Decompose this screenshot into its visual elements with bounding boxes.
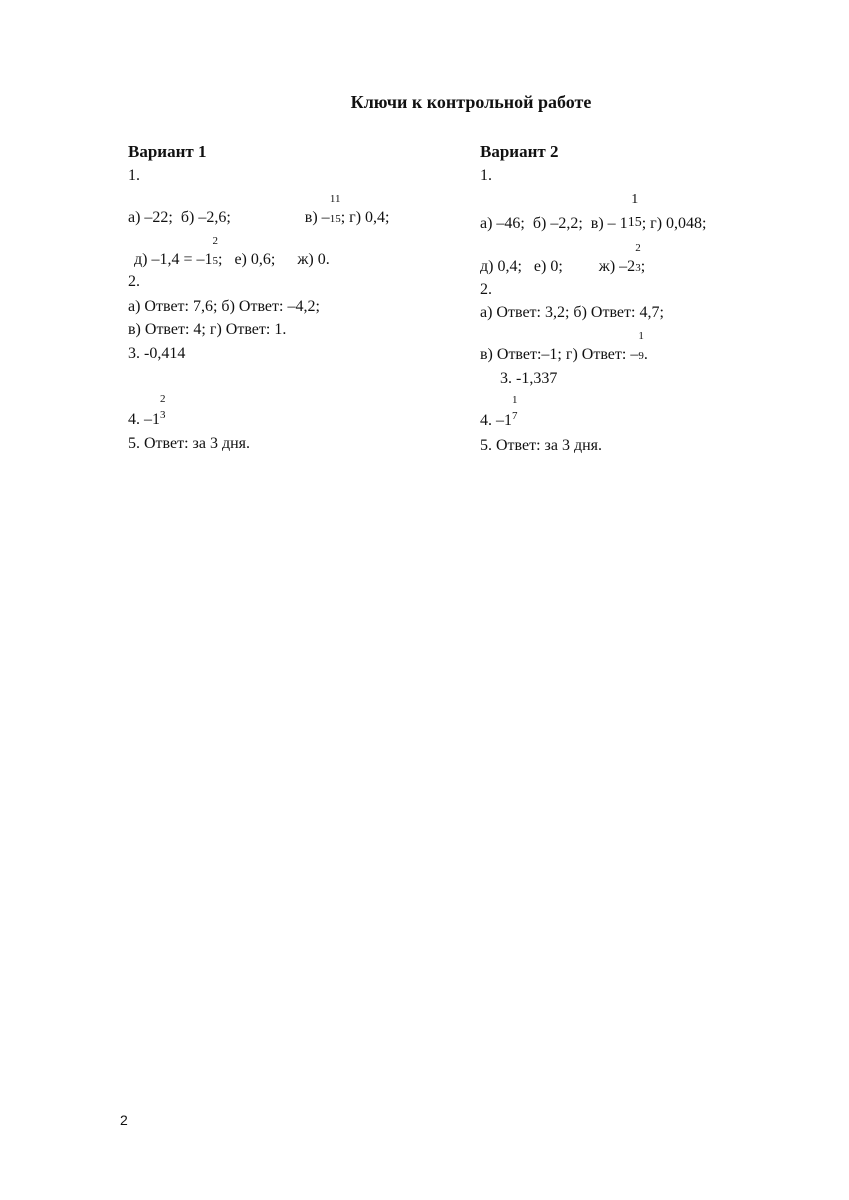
v2-task-1-answers-line-1: [480, 192, 707, 233]
page-title: Ключи к контрольной работе: [350, 92, 592, 112]
v2-task-1-answers-line-2: [480, 242, 646, 276]
v2-answer-b: б) –2,2;: [532, 215, 583, 232]
v1-answer-zh: ж) 0.: [297, 251, 330, 268]
v2-task-4: 4. –1 1 7: [480, 394, 518, 429]
v1-task-1-answers-line-2: [134, 235, 330, 269]
v2-answer-g: г) 0,048;: [650, 215, 707, 232]
v1-task-3: 3. -0,414: [128, 345, 186, 362]
v2-answer-zh: ж) –2 2 3 ;: [598, 242, 646, 275]
v2-task-2-line-1: а) Ответ: 3,2; б) Ответ: 4,7;: [480, 304, 664, 321]
v2-answer-d: д) 0,4;: [480, 258, 522, 275]
v1-answer-v-fraction: 11 15: [329, 193, 341, 225]
v1-task-4: 4. –1 2 3: [128, 393, 166, 428]
v1-answer-v: в) – 11 15 ;: [304, 193, 346, 226]
v1-answer-b: б) –2,6;: [180, 209, 231, 226]
v2-task-4-fraction: 1 7: [512, 394, 518, 422]
v2-task-2-fraction: 1 9: [638, 330, 644, 362]
v2-answer-v: в) – 1 1 15 ;: [590, 192, 647, 232]
v1-answer-e: е) 0,6;: [234, 251, 276, 268]
v2-task-2-number: 2.: [480, 281, 492, 298]
v2-task-2-line-2: в) Ответ:–1; г) Ответ: – 1 9 .: [480, 330, 648, 363]
v1-task-4-fraction: 2 3: [160, 393, 166, 421]
v2-task-3: 3. -1,337: [500, 370, 558, 387]
v1-answer-d: д) –1,4 = –1 2 5 ;: [134, 235, 223, 268]
v1-answer-g: г) 0,4;: [349, 209, 390, 226]
v2-answer-zh-fraction: 2 3: [635, 242, 641, 274]
v1-answer-a: а) –22;: [128, 209, 173, 226]
variant-2-heading: Вариант 2: [480, 142, 559, 161]
v1-task-2-number: 2.: [128, 273, 140, 290]
page-number: 2: [120, 1112, 128, 1128]
v1-task-2-line-2: в) Ответ: 4; г) Ответ: 1.: [128, 321, 287, 338]
v1-answer-d-fraction: 2 5: [212, 235, 218, 267]
v1-task-1-number: 1.: [128, 167, 140, 184]
v1-task-5: 5. Ответ: за 3 дня.: [128, 435, 251, 452]
variant-1-heading: Вариант 1: [128, 142, 207, 161]
v1-task-1-answers-line-1: [128, 193, 390, 227]
v1-task-2-line-1: а) Ответ: 7,6; б) Ответ: –4,2;: [128, 298, 320, 315]
v2-task-5: 5. Ответ: за 3 дня.: [480, 437, 603, 454]
v2-answer-a: а) –46;: [480, 215, 525, 232]
v2-task-1-number: 1.: [480, 167, 492, 184]
v2-answer-e: е) 0;: [533, 258, 563, 275]
v2-answer-v-fraction: 1 15: [627, 192, 642, 230]
